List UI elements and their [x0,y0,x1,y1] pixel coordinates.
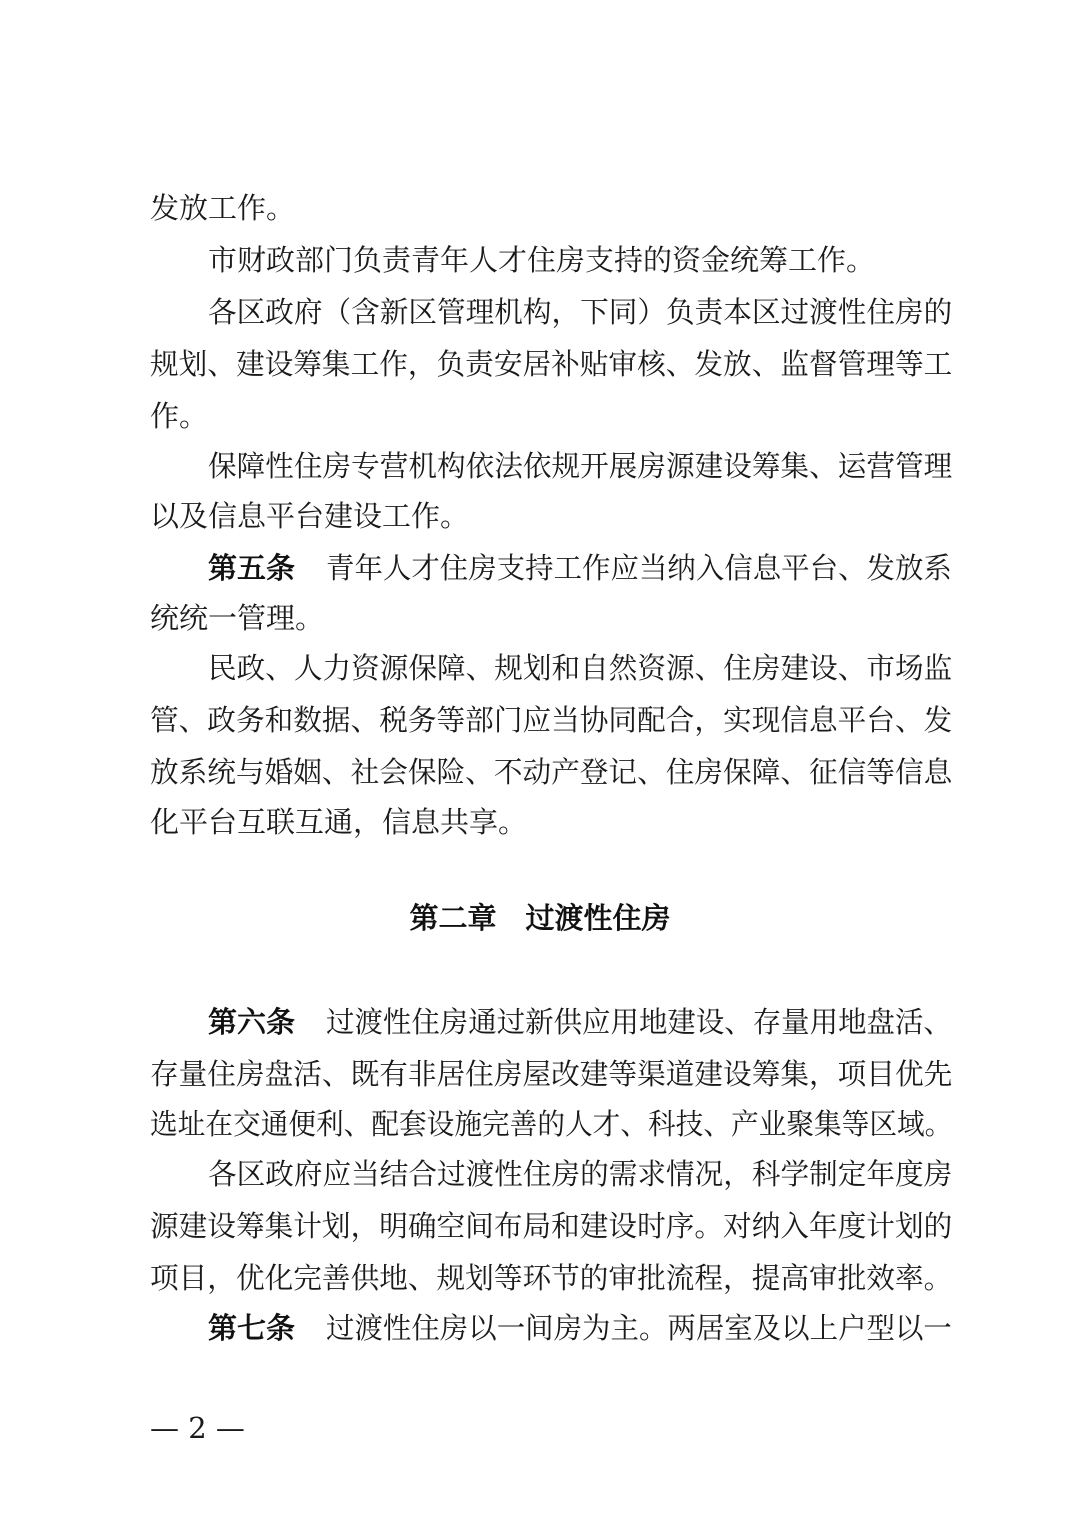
line-text: 过渡性住房通过新供应用地建设、存量用地盘活、 [326,1005,952,1039]
paragraph-line [0,1054,1080,1094]
page-number: — 2 — [150,1411,245,1445]
paragraph-line [0,1206,1080,1246]
paragraph-line [0,598,1080,638]
line-text: 化平台互联互通，信息共享。 [150,805,528,839]
paragraph-line [0,1258,1080,1298]
line-text: 作。 [150,399,209,433]
paragraph-line [0,752,1080,792]
paragraph-line [0,802,1080,842]
paragraph-line [0,188,1080,228]
paragraph-line [0,700,1080,740]
paragraph-line [0,396,1080,436]
paragraph-line [0,496,1080,536]
line-text: 民政、人力资源保障、规划和自然资源、住房建设、市场监 [208,651,953,685]
line-text: 规划、建设筹集工作，负责安居补贴审核、发放、监督管理等工 [150,347,953,381]
line-text: 存量住房盘活、既有非居住房屋改建等渠道建设筹集，项目优先 [150,1057,953,1091]
article-line [0,1308,1080,1348]
line-text: 过渡性住房以一间房为主。两居室及以上户型以一 [326,1311,952,1345]
article-line [0,1002,1080,1042]
paragraph-line [0,1154,1080,1194]
paragraph-line [0,240,1080,280]
article-number: 第七条 [208,1311,296,1345]
line-text: 青年人才住房支持工作应当纳入信息平台、发放系 [326,551,952,585]
line-text: 选址在交通便利、配套设施完善的人才、科技、产业聚集等区域。 [150,1107,953,1141]
paragraph-line [0,648,1080,688]
line-text: 发放工作。 [150,191,296,225]
line-text: 保障性住房专营机构依法依规开展房源建设筹集、运营管理 [208,449,953,483]
paragraph-line [0,344,1080,384]
line-text: 市财政部门负责青年人才住房支持的资金统筹工作。 [208,243,876,277]
line-text: 源建设筹集计划，明确空间布局和建设时序。对纳入年度计划的 [150,1209,953,1243]
article-number: 第五条 [208,551,296,585]
line-text: 放系统与婚姻、社会保险、不动产登记、住房保障、征信等信息 [150,755,953,789]
line-text: 统统一管理。 [150,601,325,635]
line-text: 各区政府应当结合过渡性住房的需求情况，科学制定年度房 [208,1157,953,1191]
line-text: 各区政府（含新区管理机构，下同）负责本区过渡性住房的 [208,295,953,329]
line-text: 以及信息平台建设工作。 [150,499,470,533]
paragraph-line [0,1104,1080,1144]
paragraph-line [0,292,1080,332]
paragraph-line [0,446,1080,486]
article-number: 第六条 [208,1005,296,1039]
article-line [0,548,1080,588]
chapter-heading: 第二章 过渡性住房 [409,901,671,935]
line-text: 管、政务和数据、税务等部门应当协同配合，实现信息平台、发 [150,703,953,737]
line-text: 项目，优化完善供地、规划等环节的审批流程，提高审批效率。 [150,1261,953,1295]
